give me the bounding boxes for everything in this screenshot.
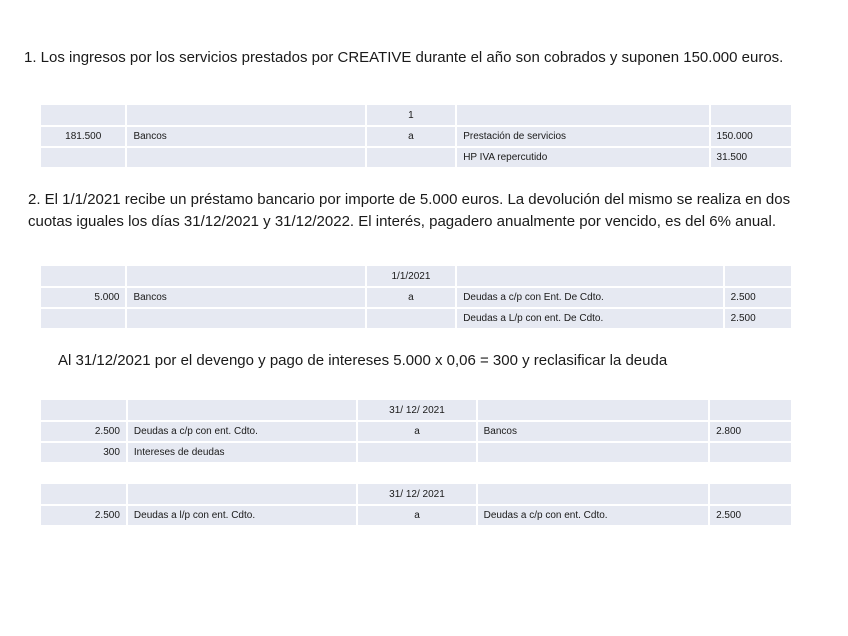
- separator-a: [367, 309, 455, 328]
- credit-amount: 2.500: [725, 309, 791, 328]
- entry-date: 1/1/2021: [367, 266, 455, 286]
- credit-amount: [710, 443, 791, 462]
- debit-account: Deudas a c/p con ent. Cdto.: [128, 422, 356, 441]
- credit-amount: 150.000: [711, 127, 791, 146]
- debit-amount: [41, 148, 125, 167]
- debit-amount: [41, 309, 125, 328]
- table-row: [41, 506, 791, 525]
- credit-amount: 2.500: [710, 506, 791, 525]
- separator-a: a: [367, 288, 455, 307]
- debit-amount: 181.500: [41, 127, 125, 146]
- entry-header-row: [41, 266, 791, 286]
- table-row: [41, 288, 791, 307]
- credit-account: Deudas a c/p con ent. Cdto.: [478, 506, 708, 525]
- separator-a: [367, 148, 455, 167]
- journal-entry-1: [39, 103, 793, 169]
- credit-account: Deudas a L/p con ent. De Cdto.: [457, 309, 722, 328]
- table-row: [41, 127, 791, 146]
- debit-account: [127, 309, 364, 328]
- paragraph-2: 2. El 1/1/2021 recibe un préstamo bancario por importe de 5.000 euros. La devolución del mismo se realiza en dos cuotas iguales los días 31/12/2021 y 31/12/2022. El interés, pagadero anualmente por vencido, es del 6% anual.: [28, 191, 791, 230]
- debit-account: Bancos: [127, 127, 364, 146]
- journal-entry-4: [39, 482, 793, 527]
- entry-header-row: [41, 400, 791, 420]
- debit-account: Deudas a l/p con ent. Cdto.: [128, 506, 356, 525]
- entry-header-row: [41, 105, 791, 125]
- separator-a: a: [358, 422, 475, 441]
- entry-date: 31/ 12/ 2021: [358, 484, 475, 504]
- credit-account: Prestación de servicios: [457, 127, 708, 146]
- debit-amount: 2.500: [41, 422, 126, 441]
- debit-amount: 5.000: [41, 288, 125, 307]
- credit-account: Deudas a c/p con Ent. De Cdto.: [457, 288, 722, 307]
- journal-entry-3: [39, 398, 793, 464]
- interest-note: Al 31/12/2021 por el devengo y pago de intereses 5.000 x 0,06 = 300 y reclasificar la deuda: [58, 352, 668, 369]
- separator-a: a: [367, 127, 455, 146]
- separator-a: [358, 443, 475, 462]
- table-row: [41, 309, 791, 328]
- paragraph-1: 1. Los ingresos por los servicios prestados por CREATIVE durante el año son cobrados y suponen 150.000 euros.: [24, 49, 784, 66]
- entry-date: 31/ 12/ 2021: [358, 400, 475, 420]
- entry-date: 1: [367, 105, 455, 125]
- debit-account: Intereses de deudas: [128, 443, 356, 462]
- credit-amount: 2.500: [725, 288, 791, 307]
- table-row: [41, 422, 791, 441]
- journal-entry-2: [39, 264, 793, 330]
- credit-account: HP IVA repercutido: [457, 148, 708, 167]
- entry-header-row: [41, 484, 791, 504]
- debit-amount: 300: [41, 443, 126, 462]
- table-row: [41, 443, 791, 462]
- credit-amount: 31.500: [711, 148, 791, 167]
- separator-a: a: [358, 506, 475, 525]
- debit-account: Bancos: [127, 288, 364, 307]
- debit-account: [127, 148, 364, 167]
- debit-amount: 2.500: [41, 506, 126, 525]
- table-row: [41, 148, 791, 167]
- credit-amount: 2.800: [710, 422, 791, 441]
- credit-account: Bancos: [478, 422, 708, 441]
- credit-account: [478, 443, 708, 462]
